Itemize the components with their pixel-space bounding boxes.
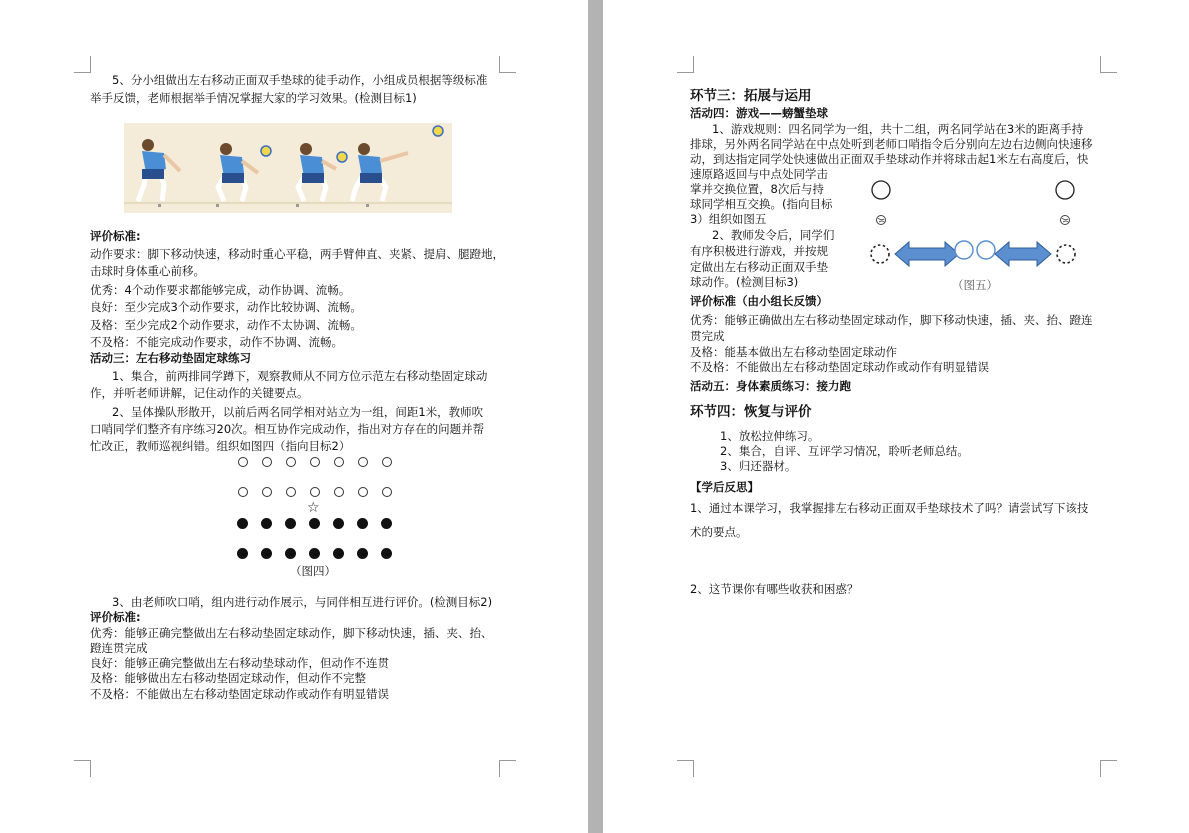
student-marker-filled	[285, 548, 296, 559]
figure-caption: （图五）	[952, 278, 998, 292]
criteria-line: 不及格：不能完成动作要求，动作不协调、流畅。	[90, 335, 343, 349]
paragraph-line: 动作要求：脚下移动快速，移动时重心平稳，两手臂伸直、夹紧、提肩、腿蹬地，	[90, 247, 504, 261]
student-marker-filled	[309, 548, 320, 559]
student-marker-filled	[333, 518, 344, 529]
document-page-right	[603, 0, 1189, 833]
question-line: 术的要点。	[690, 525, 748, 539]
criteria-line: 良好：能够正确完整做出左右移动垫球动作，但动作不连贯	[90, 656, 389, 670]
student-marker-filled	[237, 518, 248, 529]
double-arrow-right	[995, 242, 1051, 266]
student-marker-open	[238, 457, 248, 467]
figure-caption: （图四）	[290, 564, 336, 578]
criteria-line: 优秀：能够正确做出左右移动垫固定球动作，脚下移动快速，插、夹、抬、蹬连	[690, 313, 1093, 327]
criteria-line: 及格：能够做出左右移动垫固定球动作，但动作不完整	[90, 671, 366, 685]
paragraph-line: 定做出左右移动正面双手垫	[690, 260, 828, 274]
section-heading: 环节四：恢复与评价	[690, 404, 812, 420]
student-marker-open	[286, 487, 296, 497]
section-heading: 【学后反思】	[690, 480, 759, 494]
paragraph-line: 1、集合，前两排同学蹲下，观察教师从不同方位示范左右移动垫固定球动	[112, 369, 488, 383]
student-marker-filled	[357, 548, 368, 559]
center-student-marker	[977, 241, 995, 259]
criteria-line: 及格：至少完成2个动作要求，动作不太协调、流畅。	[90, 318, 362, 332]
paragraph-line: 动，到达指定同学处快速做出正面双手垫球动作并将球击起1米左右高度后，快	[690, 152, 1089, 166]
student-marker-open	[334, 457, 344, 467]
student-marker-open	[310, 487, 320, 497]
student-marker-filled	[285, 518, 296, 529]
crop-mark	[1100, 760, 1117, 777]
page-gutter	[588, 0, 603, 833]
student-marker-open	[262, 487, 272, 497]
paragraph-line: 2、呈体操队形散开，以前后两名同学相对站立为一组，间距1米，教师吹	[112, 405, 484, 419]
list-item: 3、归还器材。	[720, 459, 797, 473]
moving-student-marker	[1057, 245, 1075, 263]
section-heading: 评价标准（由小组长反馈）	[690, 294, 828, 308]
student-marker-open	[382, 487, 392, 497]
paragraph-line: 口哨同学们整齐有序练习20次。相互协作完成动作，指出对方存在的问题并帮	[90, 422, 485, 436]
paragraph-line: 3）组织如图五	[690, 212, 767, 226]
student-marker-filled	[309, 518, 320, 529]
paragraph-line: 速原路返回与中点处同学击	[690, 167, 828, 181]
student-marker-open	[286, 457, 296, 467]
crop-mark	[677, 760, 694, 777]
teacher-star-icon: ☆	[307, 500, 320, 516]
criteria-line: 优秀：能够正确完整做出左右移动垫固定球动作，脚下移动快速，插、夹、抬、	[90, 626, 493, 640]
student-marker	[1056, 181, 1074, 199]
paragraph-line: 5、分小组做出左右移动正面双手垫球的徒手动作，小组成员根据等级标准	[112, 73, 488, 87]
student-marker-filled	[333, 548, 344, 559]
criteria-line: 蹬连贯完成	[90, 641, 148, 655]
student-marker-filled	[237, 548, 248, 559]
volleyball	[261, 146, 271, 156]
criteria-line: 不及格：不能做出左右移动垫固定球动作或动作有明显错误	[90, 687, 389, 701]
paragraph-line: 1、游戏规则：四名同学为一组，共十二组，两名同学站在3米的距离手持	[712, 122, 1084, 136]
section-heading: 活动三：左右移动垫固定球练习	[90, 351, 251, 365]
crop-mark	[74, 760, 91, 777]
paragraph-line: 举手反馈，老师根据举手情况掌握大家的学习效果。(检测目标1)	[90, 91, 417, 105]
criteria-line: 贯完成	[690, 329, 725, 343]
document-page-left	[0, 0, 588, 833]
crop-mark	[499, 56, 516, 73]
student-marker-open	[382, 457, 392, 467]
list-item: 1、放松拉伸练习。	[720, 429, 820, 443]
criteria-line: 及格：能基本做出左右移动垫固定球动作	[690, 345, 897, 359]
paragraph-line: 作，并听老师讲解，记住动作的关键要点。	[90, 386, 309, 400]
student-marker-filled	[357, 518, 368, 529]
section-heading: 评价标准:	[90, 229, 141, 243]
student-marker-open	[334, 487, 344, 497]
paragraph-line: 掌并交换位置，8次后与持	[690, 182, 824, 196]
section-heading: 环节三：拓展与运用	[690, 88, 812, 104]
paragraph-line: 球同学相互交换。(指向目标	[690, 197, 833, 211]
volleyball	[433, 126, 443, 136]
paragraph-line: 3、由老师吹口哨，组内进行动作展示，与同伴相互进行评价。(检测目标2)	[112, 595, 493, 609]
volleyball	[337, 152, 347, 162]
question-line: 2、这节课你有哪些收获和困惑？	[690, 582, 859, 596]
student-marker	[872, 181, 890, 199]
activity-heading: 活动五：身体素质练习：接力跑	[690, 379, 851, 393]
student-marker-open	[358, 487, 368, 497]
student-marker-filled	[261, 548, 272, 559]
moving-student-marker	[871, 245, 889, 263]
student-marker-filled	[381, 548, 392, 559]
student-marker-open	[358, 457, 368, 467]
criteria-line: 不及格：不能做出左右移动垫固定球动作或动作有明显错误	[690, 360, 989, 374]
crop-mark	[499, 760, 516, 777]
paragraph-line: 击球时身体重心前移。	[90, 264, 205, 278]
criteria-line: 优秀：4个动作要求都能够完成，动作协调、流畅。	[90, 283, 351, 297]
paragraph-line: 排球，另外两名同学站在中点处听到老师口哨指令后分别向左边右边侧向快速移	[690, 137, 1093, 151]
paragraph-line: 球动作。(检测目标3)	[690, 275, 799, 289]
game-diagram-fig5	[865, 174, 1087, 278]
student-marker-open	[238, 487, 248, 497]
student-marker-open	[310, 457, 320, 467]
criteria-line: 良好：至少完成3个动作要求，动作比较协调、流畅。	[90, 300, 362, 314]
volleyball-passing-photo	[124, 123, 452, 213]
student-marker-filled	[261, 518, 272, 529]
student-marker-open	[262, 457, 272, 467]
activity-heading: 活动四：游戏——螃蟹垫球	[690, 106, 828, 120]
paragraph-line: 忙改正，教师巡视纠错。组织如图四（指向目标2）	[90, 439, 351, 453]
paragraph-line: 有序积极进行游戏，并按规	[690, 244, 828, 258]
list-item: 2、集合，自评、互评学习情况，聆听老师总结。	[720, 444, 969, 458]
double-arrow-left	[895, 242, 959, 266]
student-marker-filled	[381, 518, 392, 529]
question-line: 1、通过本课学习，我掌握排左右移动正面双手垫球技术了吗？请尝试写下该技	[690, 501, 1089, 515]
crop-mark	[1100, 56, 1117, 73]
photo-background	[124, 123, 452, 213]
paragraph-line: 2、教师发令后，同学们	[712, 228, 835, 242]
center-student-marker	[955, 241, 973, 259]
section-heading: 评价标准:	[90, 610, 141, 624]
crop-mark	[677, 56, 694, 73]
crop-mark	[74, 56, 91, 73]
